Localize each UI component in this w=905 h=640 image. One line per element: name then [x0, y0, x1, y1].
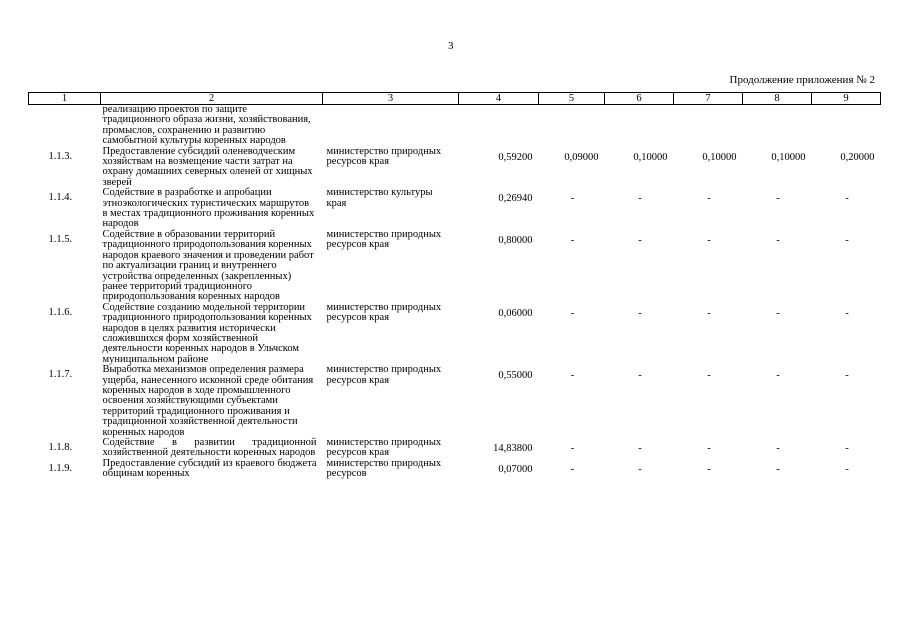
- cell-value-col-8: 0,10000: [771, 151, 806, 163]
- table-row-continued: [29, 105, 881, 147]
- cell-item-name: Содействие в развитии традиционной хозяйственной деятельности коренных народов: [102, 437, 317, 459]
- cell-executor: министерство природных ресурсов края: [326, 364, 442, 386]
- column-header-4: 4: [459, 93, 539, 105]
- cell-item-name: Содействие созданию модельной территории традиционного природопользования коренных народов в целях развития исторически сложившихся форм хозяйственной деятельности коренных народов в Ульчском муниципальном районе: [102, 301, 312, 365]
- cell-executor: министерство природных ресурсов края: [326, 145, 442, 168]
- cell-value-col-8: -: [776, 193, 780, 205]
- cell-value-col-4: 0,06000: [498, 307, 533, 319]
- cell-value-col-5: -: [570, 307, 575, 319]
- cell-value-col-6: -: [638, 193, 642, 205]
- cell-value-col-9: -: [845, 307, 849, 319]
- cell-value-col-4: 14,83800: [493, 443, 533, 454]
- cell-value-col-7: -: [707, 307, 711, 319]
- column-header-1: 1: [29, 93, 101, 105]
- cell-value-col-5: -: [570, 370, 575, 382]
- cell-value-col-8: -: [776, 370, 780, 382]
- cell-value-col-7: 0,10000: [702, 151, 737, 163]
- cell-value-col-9: -: [845, 193, 849, 205]
- cell-item-name: Предоставление субсидий оленеводческим хозяйствам на возмещение части затрат на охрану домашних северных оленей от хищных зверей: [102, 145, 313, 188]
- continuation-label: Продолжение приложения № 2: [729, 74, 875, 86]
- table-row: [29, 230, 881, 303]
- column-header-7: 7: [674, 93, 743, 105]
- cell-value-col-9: -: [845, 370, 849, 382]
- cell-continued-text: реализацию проектов по защите традиционного образа жизни, хозяйствования, промыслов, сохранению и развитию самобытной культуры коренных народов: [102, 104, 311, 147]
- cell-item-number: 1.1.8.: [48, 442, 73, 453]
- column-header-8: 8: [743, 93, 812, 105]
- page-number: 3: [448, 40, 454, 52]
- column-header-6: 6: [605, 93, 674, 105]
- cell-item-name: Содействие в разработке и апробации этноэкологических туристических маршрутов в местах традиционного проживания коренных народов: [102, 187, 315, 230]
- cell-value-col-9: -: [845, 234, 849, 246]
- cell-value-col-7: -: [707, 370, 711, 382]
- cell-executor: министерство природных ресурсов: [326, 457, 442, 480]
- table-row: [29, 147, 881, 189]
- cell-value-col-5: -: [570, 234, 575, 246]
- cell-value-col-7: -: [707, 234, 711, 246]
- cell-value-col-4: 0,80000: [498, 234, 533, 246]
- cell-value-col-5: -: [570, 443, 575, 454]
- cell-executor: министерство культуры края: [326, 187, 433, 209]
- cell-executor: министерство природных ресурсов края: [326, 301, 442, 324]
- table-body: [29, 105, 881, 480]
- cell-value-col-8: -: [776, 307, 780, 319]
- cell-value-col-5: -: [570, 463, 575, 475]
- table-header-row: [29, 93, 881, 105]
- column-header-2: 2: [101, 93, 323, 105]
- cell-item-number: 1.1.5.: [48, 233, 73, 245]
- cell-value-col-9: -: [845, 443, 849, 454]
- table-row: [29, 188, 881, 230]
- column-header-9: 9: [812, 93, 881, 105]
- cell-value-col-5: 0,09000: [564, 151, 599, 163]
- cell-value-col-7: -: [707, 463, 711, 475]
- cell-item-name: Предоставление субсидий из краевого бюджета общинам коренных: [102, 457, 317, 480]
- cell-value-col-8: -: [776, 463, 780, 475]
- cell-executor: министерство природных ресурсов края: [326, 437, 442, 459]
- cell-value-col-9: 0,20000: [840, 151, 875, 163]
- cell-value-col-4: 0,59200: [498, 151, 533, 163]
- cell-value-col-4: 0,07000: [498, 463, 533, 475]
- column-header-3: 3: [323, 93, 459, 105]
- cell-value-col-6: -: [638, 443, 642, 454]
- cell-value-col-6: -: [638, 463, 642, 475]
- cell-value-col-6: -: [638, 307, 642, 319]
- cell-value-col-4: 0,55000: [498, 370, 533, 382]
- cell-num: [29, 105, 101, 147]
- cell-item-name: Выработка механизмов определения размера ущерба, нанесенного исконной среде обитания коренных народов в ходе промышленного освоения хозяйствующими субъектами территорий традиционного проживания и традиционной хозяйственной деятельности коренных народов: [102, 364, 314, 438]
- cell-value-col-7: -: [707, 443, 711, 454]
- cell-item-number: 1.1.7.: [48, 369, 73, 381]
- cell-value-col-6: 0,10000: [633, 151, 668, 163]
- table-row: [29, 438, 881, 459]
- table-row: [29, 303, 881, 365]
- cell-item-name: Содействие в образовании территорий традиционного природопользования коренных народов краевого значения и проведении работ по актуализации границ и внутреннего устройства определенных (закрепленных) ранее территорий традиционного природопользования коренных народов: [102, 228, 314, 303]
- cell-item-number: 1.1.3.: [48, 150, 73, 162]
- column-header-5: 5: [539, 93, 605, 105]
- cell-executor: министерство природных ресурсов края: [326, 228, 442, 251]
- cell-item-number: 1.1.6.: [48, 306, 73, 318]
- cell-value-col-8: -: [776, 443, 780, 454]
- cell-value-col-6: -: [638, 370, 642, 382]
- cell-value-col-8: -: [776, 234, 780, 246]
- cell-value-col-4: 0,26940: [498, 193, 533, 205]
- cell-value-col-5: -: [570, 193, 575, 205]
- cell-value-col-6: -: [638, 234, 642, 246]
- program-table: [28, 92, 881, 480]
- cell-item-number: 1.1.9.: [48, 462, 73, 474]
- table-row: [29, 365, 881, 438]
- cell-item-number: 1.1.4.: [48, 192, 73, 204]
- table-row: [29, 459, 881, 480]
- cell-value-col-7: -: [707, 193, 711, 205]
- cell-value-col-9: -: [845, 463, 849, 475]
